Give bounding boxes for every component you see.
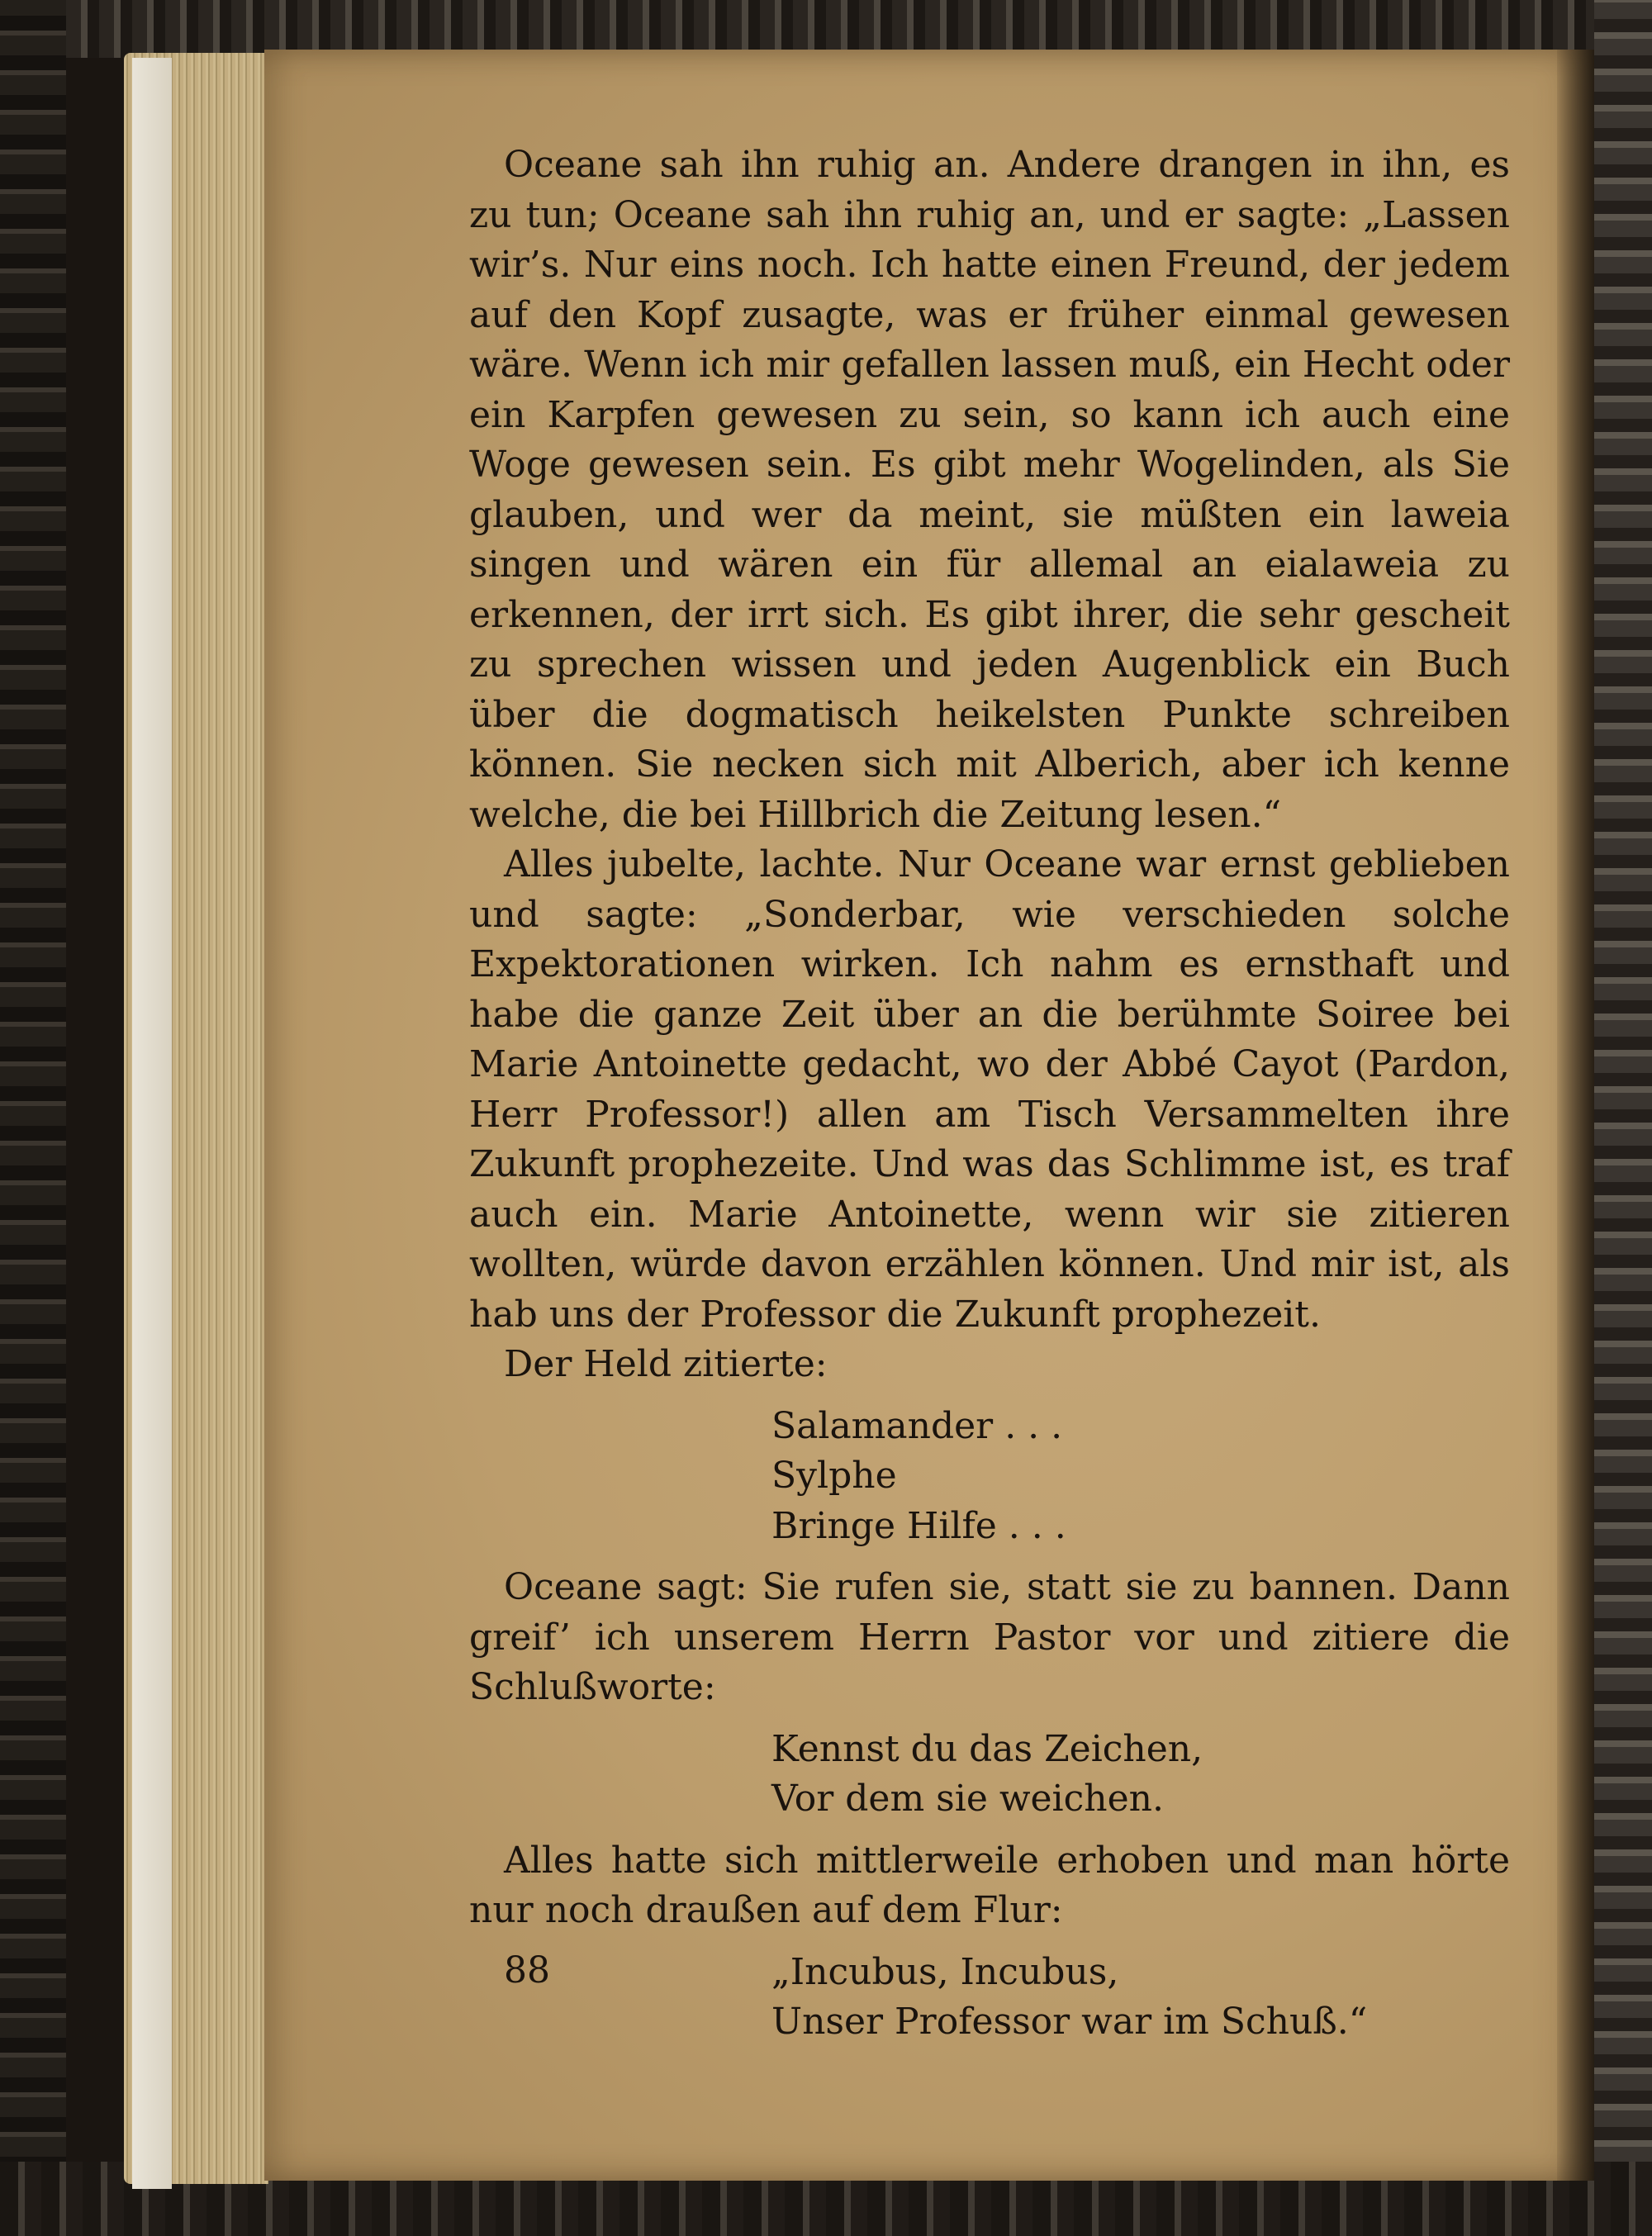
verse-line: Unser Professor war im Schuß.“ (771, 2001, 1368, 2043)
verse-block (469, 1402, 1510, 1552)
paragraph: Der Held zitierte: (504, 1343, 828, 1385)
verse-line: Vor dem sie weichen. (771, 1778, 1164, 1820)
verse-block (469, 1725, 1510, 1825)
page-text (469, 140, 1510, 2048)
page-gutter-shadow (1557, 50, 1594, 2181)
verse-line: „Incubus, Incubus, (771, 1950, 1119, 1993)
verse-line: Salamander . . . (771, 1404, 1063, 1447)
book-cover-right (1594, 0, 1652, 2236)
paragraph: Oceane sah ihn ruhig an. Andere drangen in ihn, es zu tun; Oceane sah ihn ruhig an, und er sagte: „Lassen wir’s. Nur eins noch. Ich hatte einen Freund, der jedem auf den Kopf zusagte, was er früher einmal gewesen wäre. Wenn ich mir gefallen lassen muß, ein Hecht oder ein Karpfen gewesen zu sein, so kann ich auch eine Woge gewesen sein. Es gibt mehr Wogelinden, als Sie glauben, und wer da meint, sie müßten ein laweia singen und wären ein für allemal an eialaweia zu erkennen, der irrt sich. Es gibt ihrer, die sehr gescheit zu sprechen wissen und jeden Augenblick ein Buch über die dogmatisch heikelsten Punkte schreiben können. Sie necken sich mit Alberich, aber ich kenne welche, die bei Hillbrich die Zeitung lesen.“ (469, 144, 1510, 836)
paragraph: Alles jubelte, lachte. Nur Oceane war ernst geblieben und sagte: „Sonderbar, wie verschieden solche Expektorationen wirken. Ich nahm es ernsthaft und habe die ganze Zeit über an die berühmte Soiree bei Marie Antoinette gedacht, wo der Abbé Cayot (Pardon, Herr Professor!) allen am Tisch Versammelten ihre Zukunft prophezeite. Und was das Schlimme ist, es traf auch ein. Marie Antoinette, wenn wir sie zitieren wollten, würde davon erzählen können. Und mir ist, als hab uns der Professor die Zukunft prophezeit. (469, 843, 1510, 1336)
verse-line: Kennst du das Zeichen, (771, 1727, 1203, 1770)
book-cover-left (0, 0, 66, 2236)
verse-line: Bringe Hilfe . . . (771, 1504, 1066, 1547)
paragraph: Oceane sagt: Sie rufen sie, statt sie zu bannen. Dann greif’ ich unserem Herrn Pastor vor und zitiere die Schlußworte: (469, 1566, 1510, 1708)
page-edge-highlight (132, 58, 172, 2189)
page-number: 88 (504, 1949, 550, 1992)
verse-line: Sylphe (771, 1455, 897, 1497)
verse-block (469, 1948, 1510, 2048)
paragraph: Alles hatte sich mittlerweile erhoben und man hörte nur noch draußen auf dem Flur: (469, 1839, 1510, 1931)
